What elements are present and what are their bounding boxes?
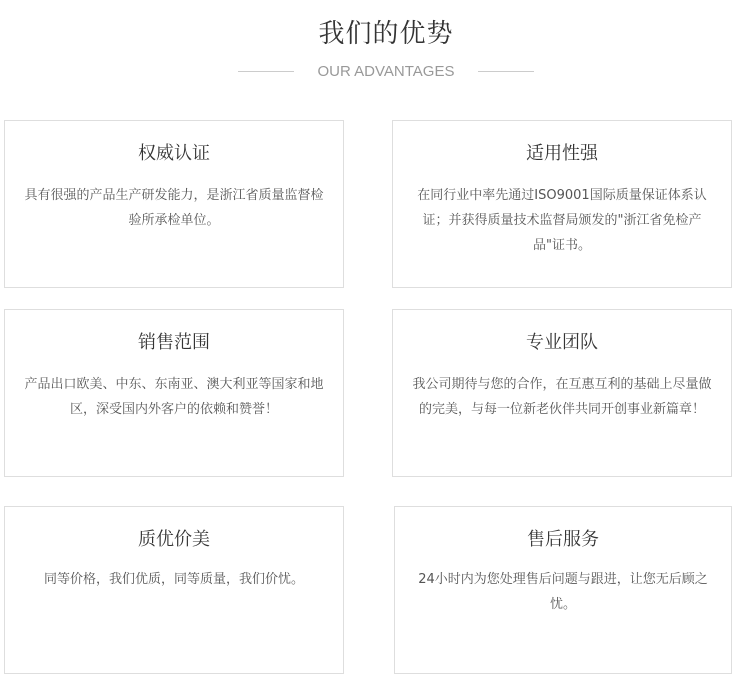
card-title: 销售范围 [138, 332, 210, 353]
advantage-card-authority [4, 120, 344, 288]
card-title: 专业团队 [526, 332, 598, 353]
subtitle-divider-left [238, 71, 294, 72]
card-title: 质优价美 [138, 529, 210, 550]
card-description: 我公司期待与您的合作，在互惠互利的基础上尽量做的完美，与每一位新老伙伴共同开创事业新篇章！ [412, 377, 712, 417]
advantage-card-sales-range [4, 309, 344, 477]
card-description: 24小时内为您处理售后问题与跟进，让您无后顾之忧。 [418, 572, 708, 612]
section-subtitle-row [236, 60, 536, 84]
section-title: 我们的优势 [318, 19, 454, 49]
card-description: 产品出口欧美、中东、东南亚、澳大利亚等国家和地区，深受国内外客户的依赖和赞誉！ [24, 377, 324, 417]
section-subtitle: OUR ADVANTAGES [317, 63, 455, 80]
card-description: 同等价格，我们优质，同等质量，我们价忧。 [43, 572, 304, 587]
card-title: 权威认证 [138, 143, 210, 164]
subtitle-divider-right [478, 71, 534, 72]
advantage-card-quality-price [4, 506, 344, 674]
card-title: 适用性强 [526, 143, 598, 164]
card-title: 售后服务 [527, 529, 599, 550]
advantage-card-applicability [392, 120, 732, 288]
advantage-card-after-sales [394, 506, 732, 674]
card-description: 在同行业中率先通过ISO9001国际质量保证体系认证；并获得质量技术监督局颁发的"浙江省免检产品"证书。 [417, 188, 707, 253]
advantage-card-professional-team [392, 309, 732, 477]
card-description: 具有很强的产品生产研发能力，是浙江省质量监督检验所承检单位。 [24, 188, 324, 228]
